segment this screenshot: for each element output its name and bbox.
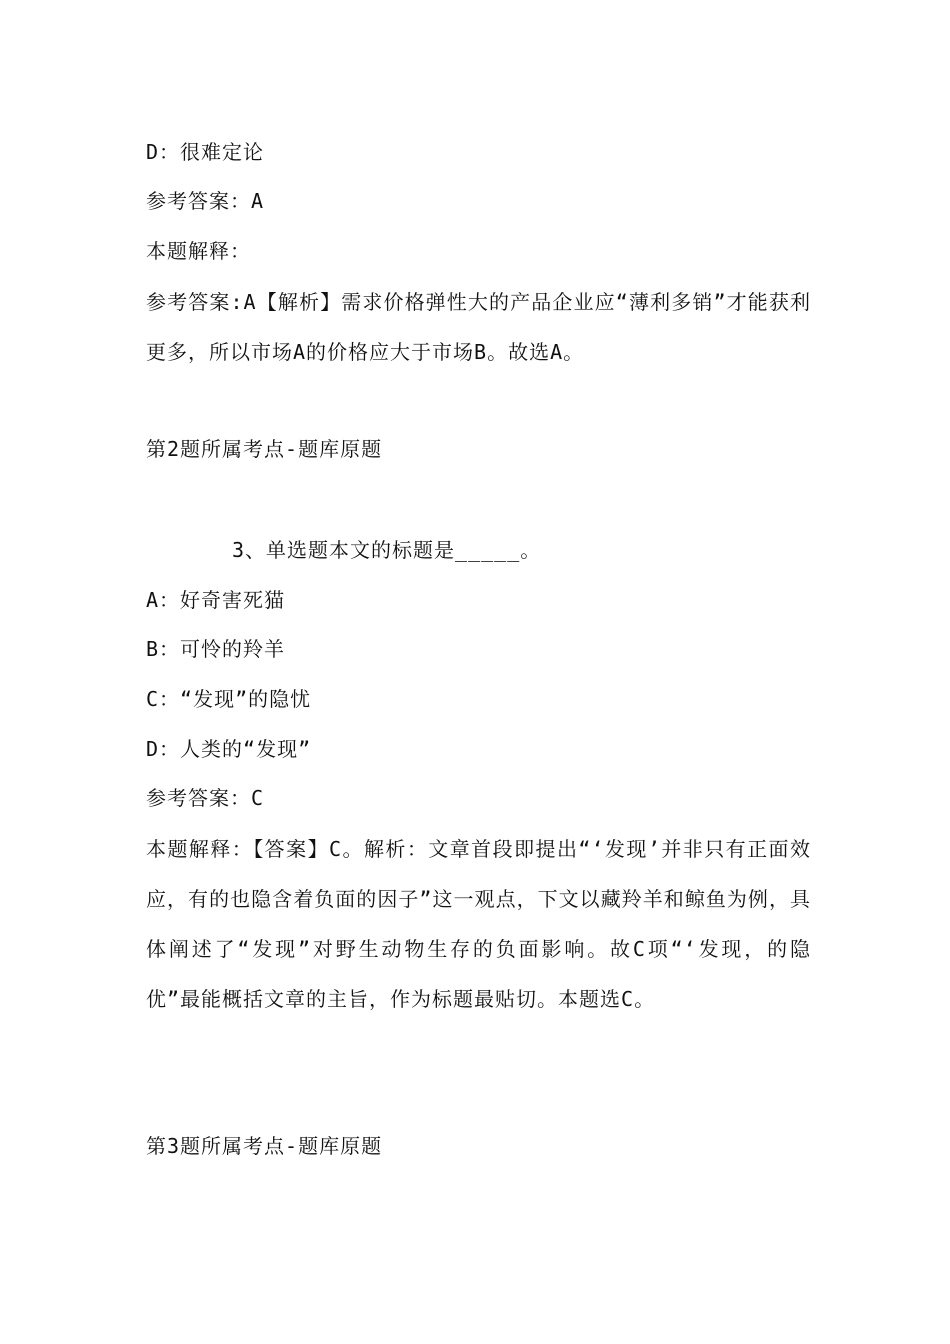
q2-answer: 参考答案：A <box>146 189 265 213</box>
q2-explanation-heading: 本题解释： <box>146 239 251 263</box>
q3-option-a: A：好奇害死猫 <box>146 588 286 612</box>
q2-explanation: 参考答案:A【解析】需求价格弹性大的产品企业应“薄利多销”才能获利更多，所以市场A的价格应大于市场B。故选A。 <box>146 290 811 364</box>
q3-option-c: C：“发现”的隐忧 <box>146 687 312 711</box>
q3-question: 3、单选题本文的标题是_____。 <box>232 538 542 562</box>
q3-option-d: D：人类的“发现” <box>146 737 312 761</box>
q3-option-b: B：可怜的羚羊 <box>146 637 286 661</box>
q3-explanation: 本题解释：【答案】C。解析：文章首段即提出“‘发现’并非只有正面效应，有的也隐含着负面的因子”这一观点，下文以藏羚羊和鲸鱼为例，具体阐述了“发现”对野生动物生存的负面影响。故C项“‘发现，的隐优”最能概括文章的主旨，作为标题最贴切。本题选C。 <box>146 837 811 1011</box>
q3-answer: 参考答案：C <box>146 786 265 810</box>
q2-option-d: D：很难定论 <box>146 140 265 164</box>
q3-topic: 第3题所属考点-题库原题 <box>146 1134 383 1158</box>
q2-topic: 第2题所属考点-题库原题 <box>146 437 383 461</box>
